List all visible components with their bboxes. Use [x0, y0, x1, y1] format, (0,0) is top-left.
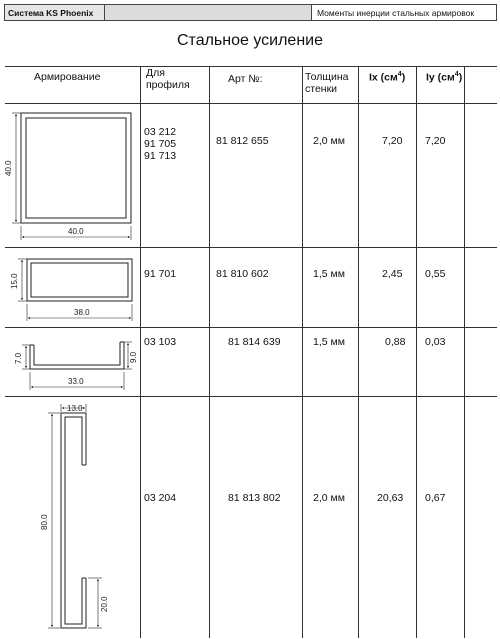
- row1-iy: 7,20: [425, 135, 446, 147]
- column-divider: [302, 66, 303, 638]
- row-separator: [5, 247, 497, 248]
- dim-c-bottom: 20.0: [100, 596, 109, 612]
- dim-channel-right: 9.0: [129, 351, 138, 363]
- row3-profiles: 03 103: [144, 336, 177, 348]
- dim-square-width: 40.0: [68, 227, 84, 236]
- header-art: Арт №:: [228, 73, 263, 85]
- document-title: Моменты инерции стальных армировок: [311, 4, 497, 21]
- dim-c-height: 80.0: [40, 514, 49, 530]
- row3-ix: 0,88: [385, 336, 406, 348]
- channel-profile-drawing: [22, 342, 132, 390]
- dim-channel-left: 7.0: [14, 352, 23, 364]
- header-bar: [105, 4, 311, 21]
- c-profile-drawing: [48, 404, 102, 628]
- page-title: Стальное усиление: [176, 32, 323, 49]
- column-divider: [416, 66, 417, 638]
- row4-thickness: 2,0 мм: [313, 492, 345, 504]
- table-top-border: [5, 66, 497, 67]
- dim-rect-height: 15.0: [10, 273, 19, 289]
- row-separator: [5, 396, 497, 397]
- dim-channel-width: 33.0: [68, 377, 84, 386]
- dim-c-top: 13.0: [67, 404, 83, 413]
- row2-iy: 0,55: [425, 268, 446, 280]
- dim-rect-width: 38.0: [74, 308, 90, 317]
- header-iy: Iy $(см^4)$: [426, 71, 463, 84]
- square-tube-drawing: [12, 113, 131, 240]
- column-divider: [209, 66, 210, 638]
- column-divider: [464, 66, 465, 638]
- row4-iy: 0,67: [425, 492, 446, 504]
- dim-square-height: 40.0: [4, 160, 13, 176]
- row4-profiles: 03 204: [144, 492, 177, 504]
- header-profile: Для профиля: [146, 67, 190, 91]
- row3-thickness: 1,5 мм: [313, 336, 345, 348]
- row4-ix: 20,63: [377, 492, 404, 504]
- rect-tube-drawing: [18, 259, 132, 321]
- row3-iy: 0,03: [425, 336, 446, 348]
- row2-profiles: 91 701: [144, 268, 177, 280]
- row-separator: [5, 327, 497, 328]
- column-divider: [140, 66, 141, 638]
- header-separator: [5, 103, 497, 104]
- row2-thickness: 1,5 мм: [313, 268, 345, 280]
- header-ix: Ix $(см^4)$: [369, 71, 406, 84]
- row1-art: 81 812 655: [216, 135, 269, 147]
- row1-profiles: 03 212 91 705 91 713: [144, 126, 177, 162]
- row4-art: 81 813 802: [228, 492, 281, 504]
- header-thickness: Толщина стенки: [305, 71, 349, 95]
- header-armirovanie: Армирование: [34, 71, 101, 83]
- system-label: Система KS Phoenix: [4, 4, 105, 21]
- row3-art: 81 814 639: [228, 336, 281, 348]
- row1-thickness: 2,0 мм: [313, 135, 345, 147]
- column-divider: [358, 66, 359, 638]
- row1-ix: 7,20: [382, 135, 403, 147]
- row2-art: 81 810 602: [216, 268, 269, 280]
- row2-ix: 2,45: [382, 268, 403, 280]
